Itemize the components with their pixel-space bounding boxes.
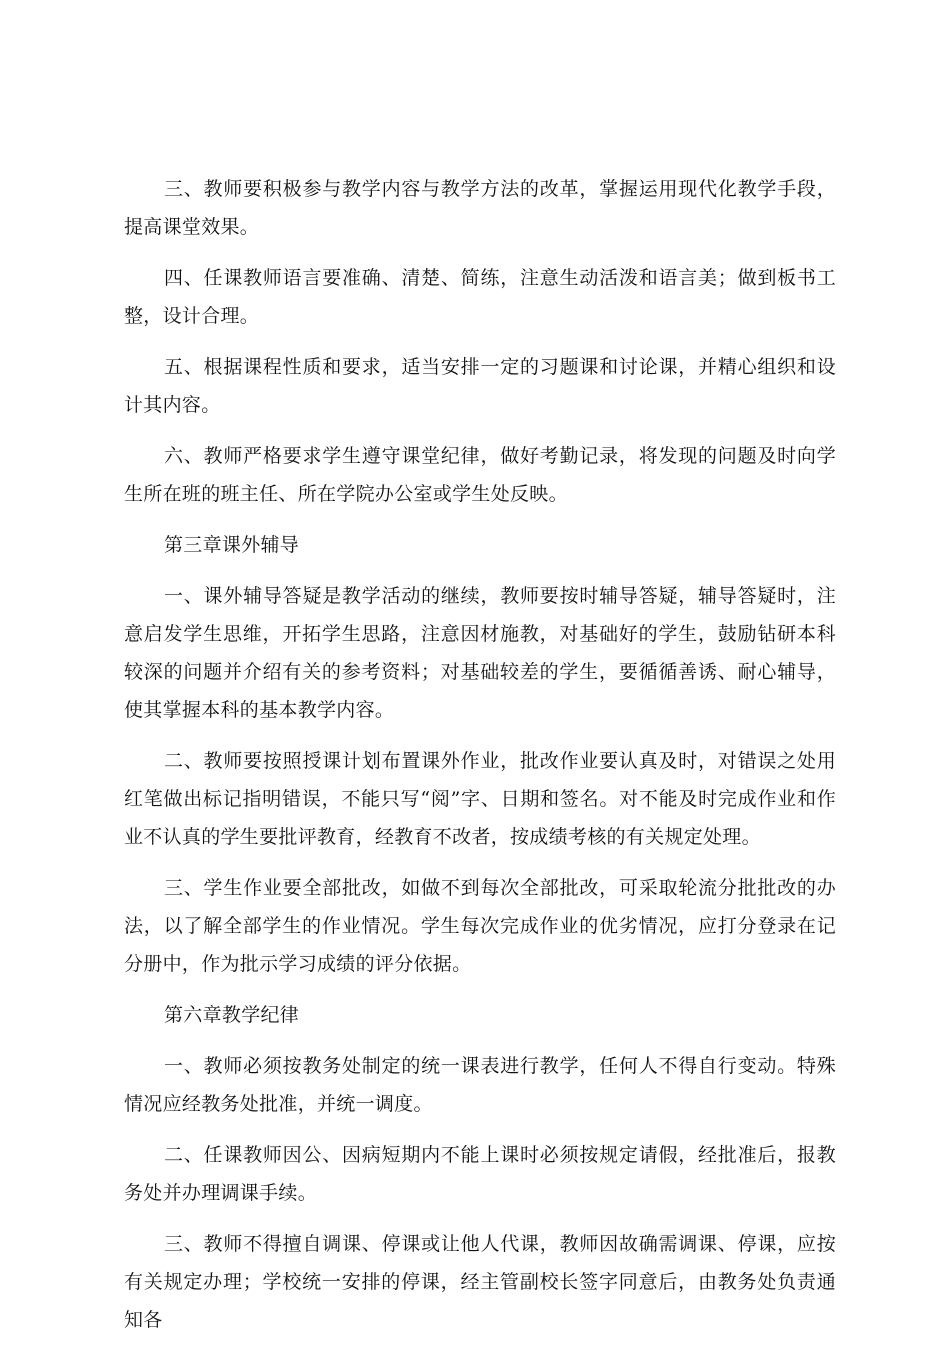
paragraph-class-change: 三、教师不得擅自调课、停课或让他人代课，教师因故确需调课、停课，应按有关规定办理；学校统一安排的停课，经主管副校长签字同意后，由教务处负责通知各: [124, 1233, 836, 1331]
chapter-heading-discipline: 第六章教学纪律: [164, 1004, 300, 1026]
paragraph-homework-grading: 三、学生作业要全部批改，如做不到每次全部批改，可采取轮流分批批改的办法，以了解全部学生的作业情况。学生每次完成作业的优劣情况，应打分登录在记分册中，作为批示学习成绩的评分依据。: [124, 877, 836, 975]
paragraph-homework-assignment: 二、教师要按照授课计划布置课外作业，批改作业要认真及时，对错误之处用红笔做出标记指明错误，不能只写“阅”字、日期和签名。对不能及时完成作业和作业不认真的学生要批评教育，经教育不改者，按成绩考核的有关规定处理。: [124, 750, 836, 848]
paragraph-tutoring-qa: 一、课外辅导答疑是教学活动的继续，教师要按时辅导答疑，辅导答疑时，注意启发学生思维，开拓学生思路，注意因材施教，对基础好的学生，鼓励钻研本科较深的问题并介绍有关的参考资料；对基础较差的学生，要循循善诱、耐心辅导，使其掌握本科的基本教学内容。: [124, 585, 836, 721]
chapter-heading-tutoring: 第三章课外辅导: [164, 534, 300, 556]
paragraph-teaching-reform: 三、教师要积极参与教学内容与教学方法的改革，掌握运用现代化教学手段，提高课堂效果。: [124, 178, 836, 238]
document-body: [124, 170, 836, 1352]
paragraph-schedule: 一、教师必须按教务处制定的统一课表进行教学，任何人不得自行变动。特殊情况应经教务处批准，并统一调度。: [124, 1055, 836, 1115]
paragraph-teacher-language: 四、任课教师语言要准确、清楚、简练，注意生动活泼和语言美；做到板书工整，设计合理。: [124, 267, 836, 327]
paragraph-leave: 二、任课教师因公、因病短期内不能上课时必须按规定请假，经批准后，报教务处并办理调课手续。: [124, 1144, 836, 1204]
paragraph-exercise-classes: 五、根据课程性质和要求，适当安排一定的习题课和讨论课，并精心组织和设计其内容。: [124, 356, 836, 416]
paragraph-classroom-discipline: 六、教师严格要求学生遵守课堂纪律，做好考勤记录，将发现的问题及时向学生所在班的班主任、所在学院办公室或学生处反映。: [124, 445, 836, 505]
